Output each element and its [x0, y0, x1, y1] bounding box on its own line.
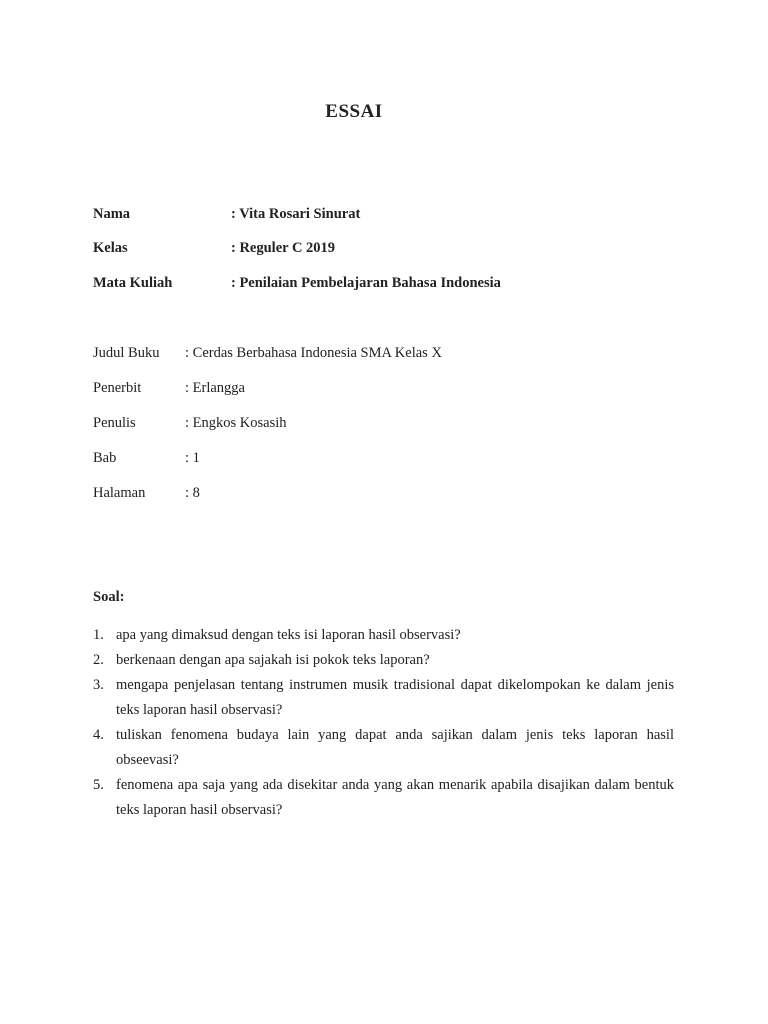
question-text: fenomena apa saja yang ada disekitar anda yang akan menarik apabila disajikan dalam bentuk teks laporan hasil observasi?: [116, 777, 674, 818]
question-item: [93, 648, 674, 673]
question-number: 5.: [93, 777, 104, 793]
matkul-value: : Penilaian Pembelajaran Bahasa Indonesia: [231, 275, 501, 291]
halaman-label: Halaman: [93, 485, 146, 501]
question-text: mengapa penjelasan tentang instrumen musik tradisional dapat dikelompokan ke dalam jenis teks laporan hasil observasi?: [116, 677, 674, 718]
penerbit-label: Penerbit: [93, 380, 142, 396]
soal-heading: Soal:: [93, 589, 125, 605]
nama-value: : Vita Rosari Sinurat: [231, 206, 361, 222]
question-number: 2.: [93, 652, 104, 668]
judul-label: Judul Buku: [93, 345, 160, 361]
question-item: [93, 673, 674, 723]
question-item: [93, 723, 674, 773]
kelas-value: : Reguler C 2019: [231, 240, 336, 256]
halaman-value: : 8: [185, 485, 200, 501]
question-number: 1.: [93, 627, 104, 643]
question-text: tuliskan fenomena budaya lain yang dapat anda sajikan dalam jenis teks laporan hasil obseevasi?: [116, 727, 674, 768]
matkul-label: Mata Kuliah: [93, 275, 173, 291]
question-text: berkenaan dengan apa sajakah isi pokok teks laporan?: [116, 652, 430, 668]
question-item: [93, 623, 674, 648]
question-text: apa yang dimaksud dengan teks isi laporan hasil observasi?: [116, 627, 461, 643]
bab-value: : 1: [185, 450, 200, 466]
bab-label: Bab: [93, 450, 117, 466]
nama-label: Nama: [93, 206, 131, 222]
kelas-label: Kelas: [93, 240, 128, 256]
question-item: [93, 773, 674, 823]
question-number: 3.: [93, 677, 104, 693]
question-number: 4.: [93, 727, 104, 743]
penulis-label: Penulis: [93, 415, 136, 431]
judul-value: : Cerdas Berbahasa Indonesia SMA Kelas X: [185, 345, 442, 361]
penerbit-value: : Erlangga: [185, 380, 245, 396]
question-list: [93, 623, 674, 823]
penulis-value: : Engkos Kosasih: [185, 415, 287, 431]
document-title: ESSAI: [325, 101, 383, 122]
